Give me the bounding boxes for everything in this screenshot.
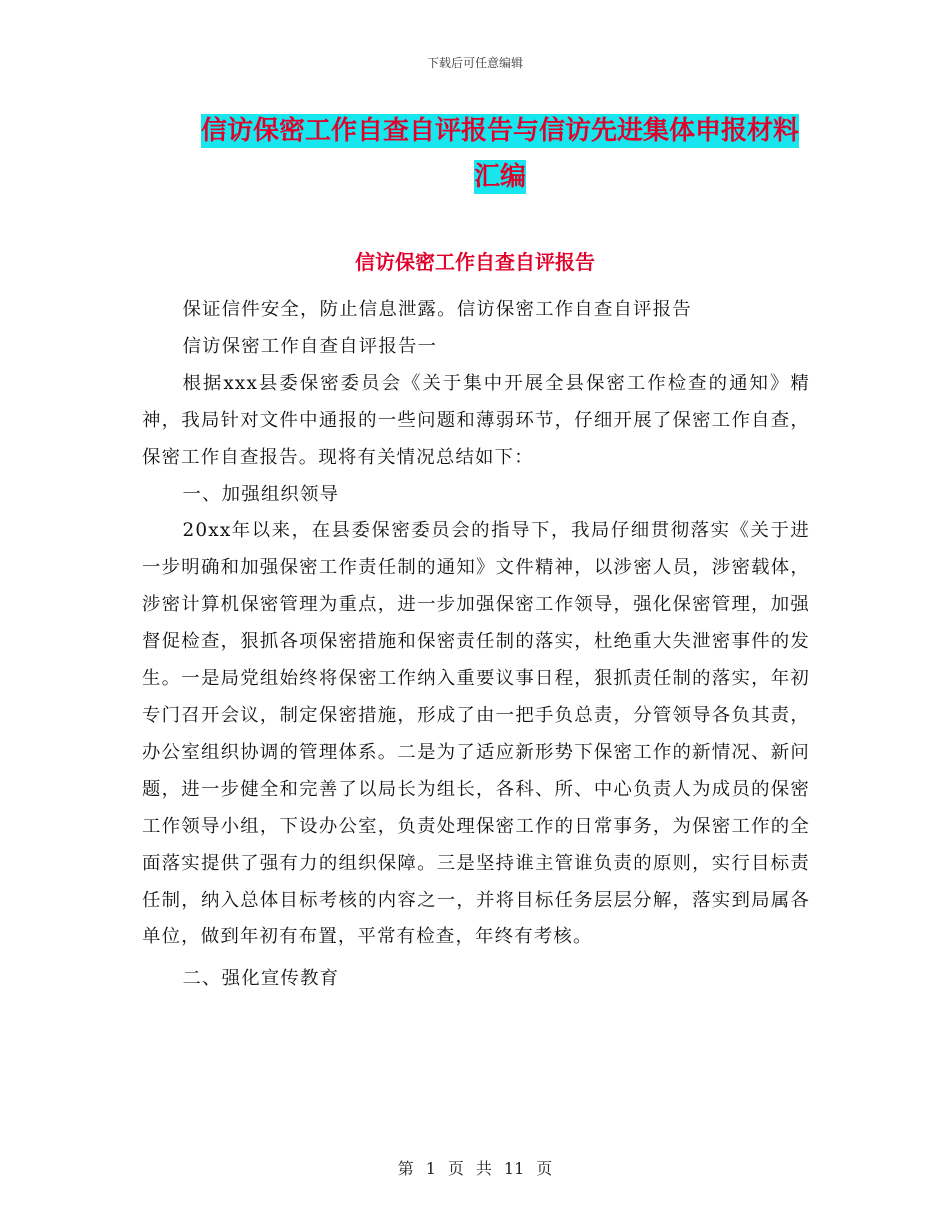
document-body	[142, 292, 810, 998]
section-heading: 二、强化宣传教育	[182, 968, 340, 990]
page-label-suffix: 页	[536, 1159, 553, 1178]
paragraph: 20xx年以来，在县委保密委员会的指导下，我局仔细贯彻落实《关于进一步明确和加强保密工作责任制的通知》文件精神，以涉密人员，涉密载体，涉密计算机保密管理为重点，进一步加强保密工作领导，强化保密管理，加强督促检查，狠抓各项保密措施和保密责任制的落实，杜绝重大失泄密事件的发生。一是局党组始终将保密工作纳入重要议事日程，狠抓责任制的落实，年初专门召开会议，制定保密措施，形成了由一把手负总责，分管领导各负其责，办公室组织协调的管理体系。二是为了适应新形势下保密工作的新情况、新问题，进一步健全和完善了以局长为组长，各科、所、中心负责人为成员的保密工作领导小组，下设办公室，负责处理保密工作的日常事务，为保密工作的全面落实提供了强有力的组织保障。三是坚持谁主管谁负责的原则，实行目标责任制，纳入总体目标考核的内容之一，并将目标任务层层分解，落实到局属各单位，做到年初有布置，平常有检查，年终有考核。	[142, 520, 810, 948]
page-label-prefix: 第	[397, 1159, 414, 1178]
section-heading: 一、加强组织领导	[182, 483, 340, 505]
page-header-note: 下载后可任意编辑	[426, 56, 523, 70]
document-title	[150, 108, 850, 200]
total-pages: 11	[503, 1159, 525, 1178]
total-label-prefix: 共	[475, 1159, 492, 1178]
page-footer	[0, 1156, 950, 1179]
page-number: 1	[425, 1159, 436, 1178]
document-title-line-1: 信访保密工作自查自评报告与信访先进集体申报材料	[200, 116, 799, 146]
page-label-middle: 页	[447, 1159, 464, 1178]
document-title-line-2: 汇编	[473, 162, 526, 192]
section-title: 信访保密工作自查自评报告	[355, 250, 595, 274]
paragraph: 根据xxx县委保密委员会《关于集中开展全县保密工作检查的通知》精神，我局针对文件中通报的一些问题和薄弱环节，仔细开展了保密工作自查，保密工作自查报告。现将有关情况总结如下：	[142, 372, 810, 468]
paragraph: 保证信件安全，防止信息泄露。信访保密工作自查自评报告	[182, 299, 692, 320]
paragraph: 信访保密工作自查自评报告一	[182, 335, 438, 357]
